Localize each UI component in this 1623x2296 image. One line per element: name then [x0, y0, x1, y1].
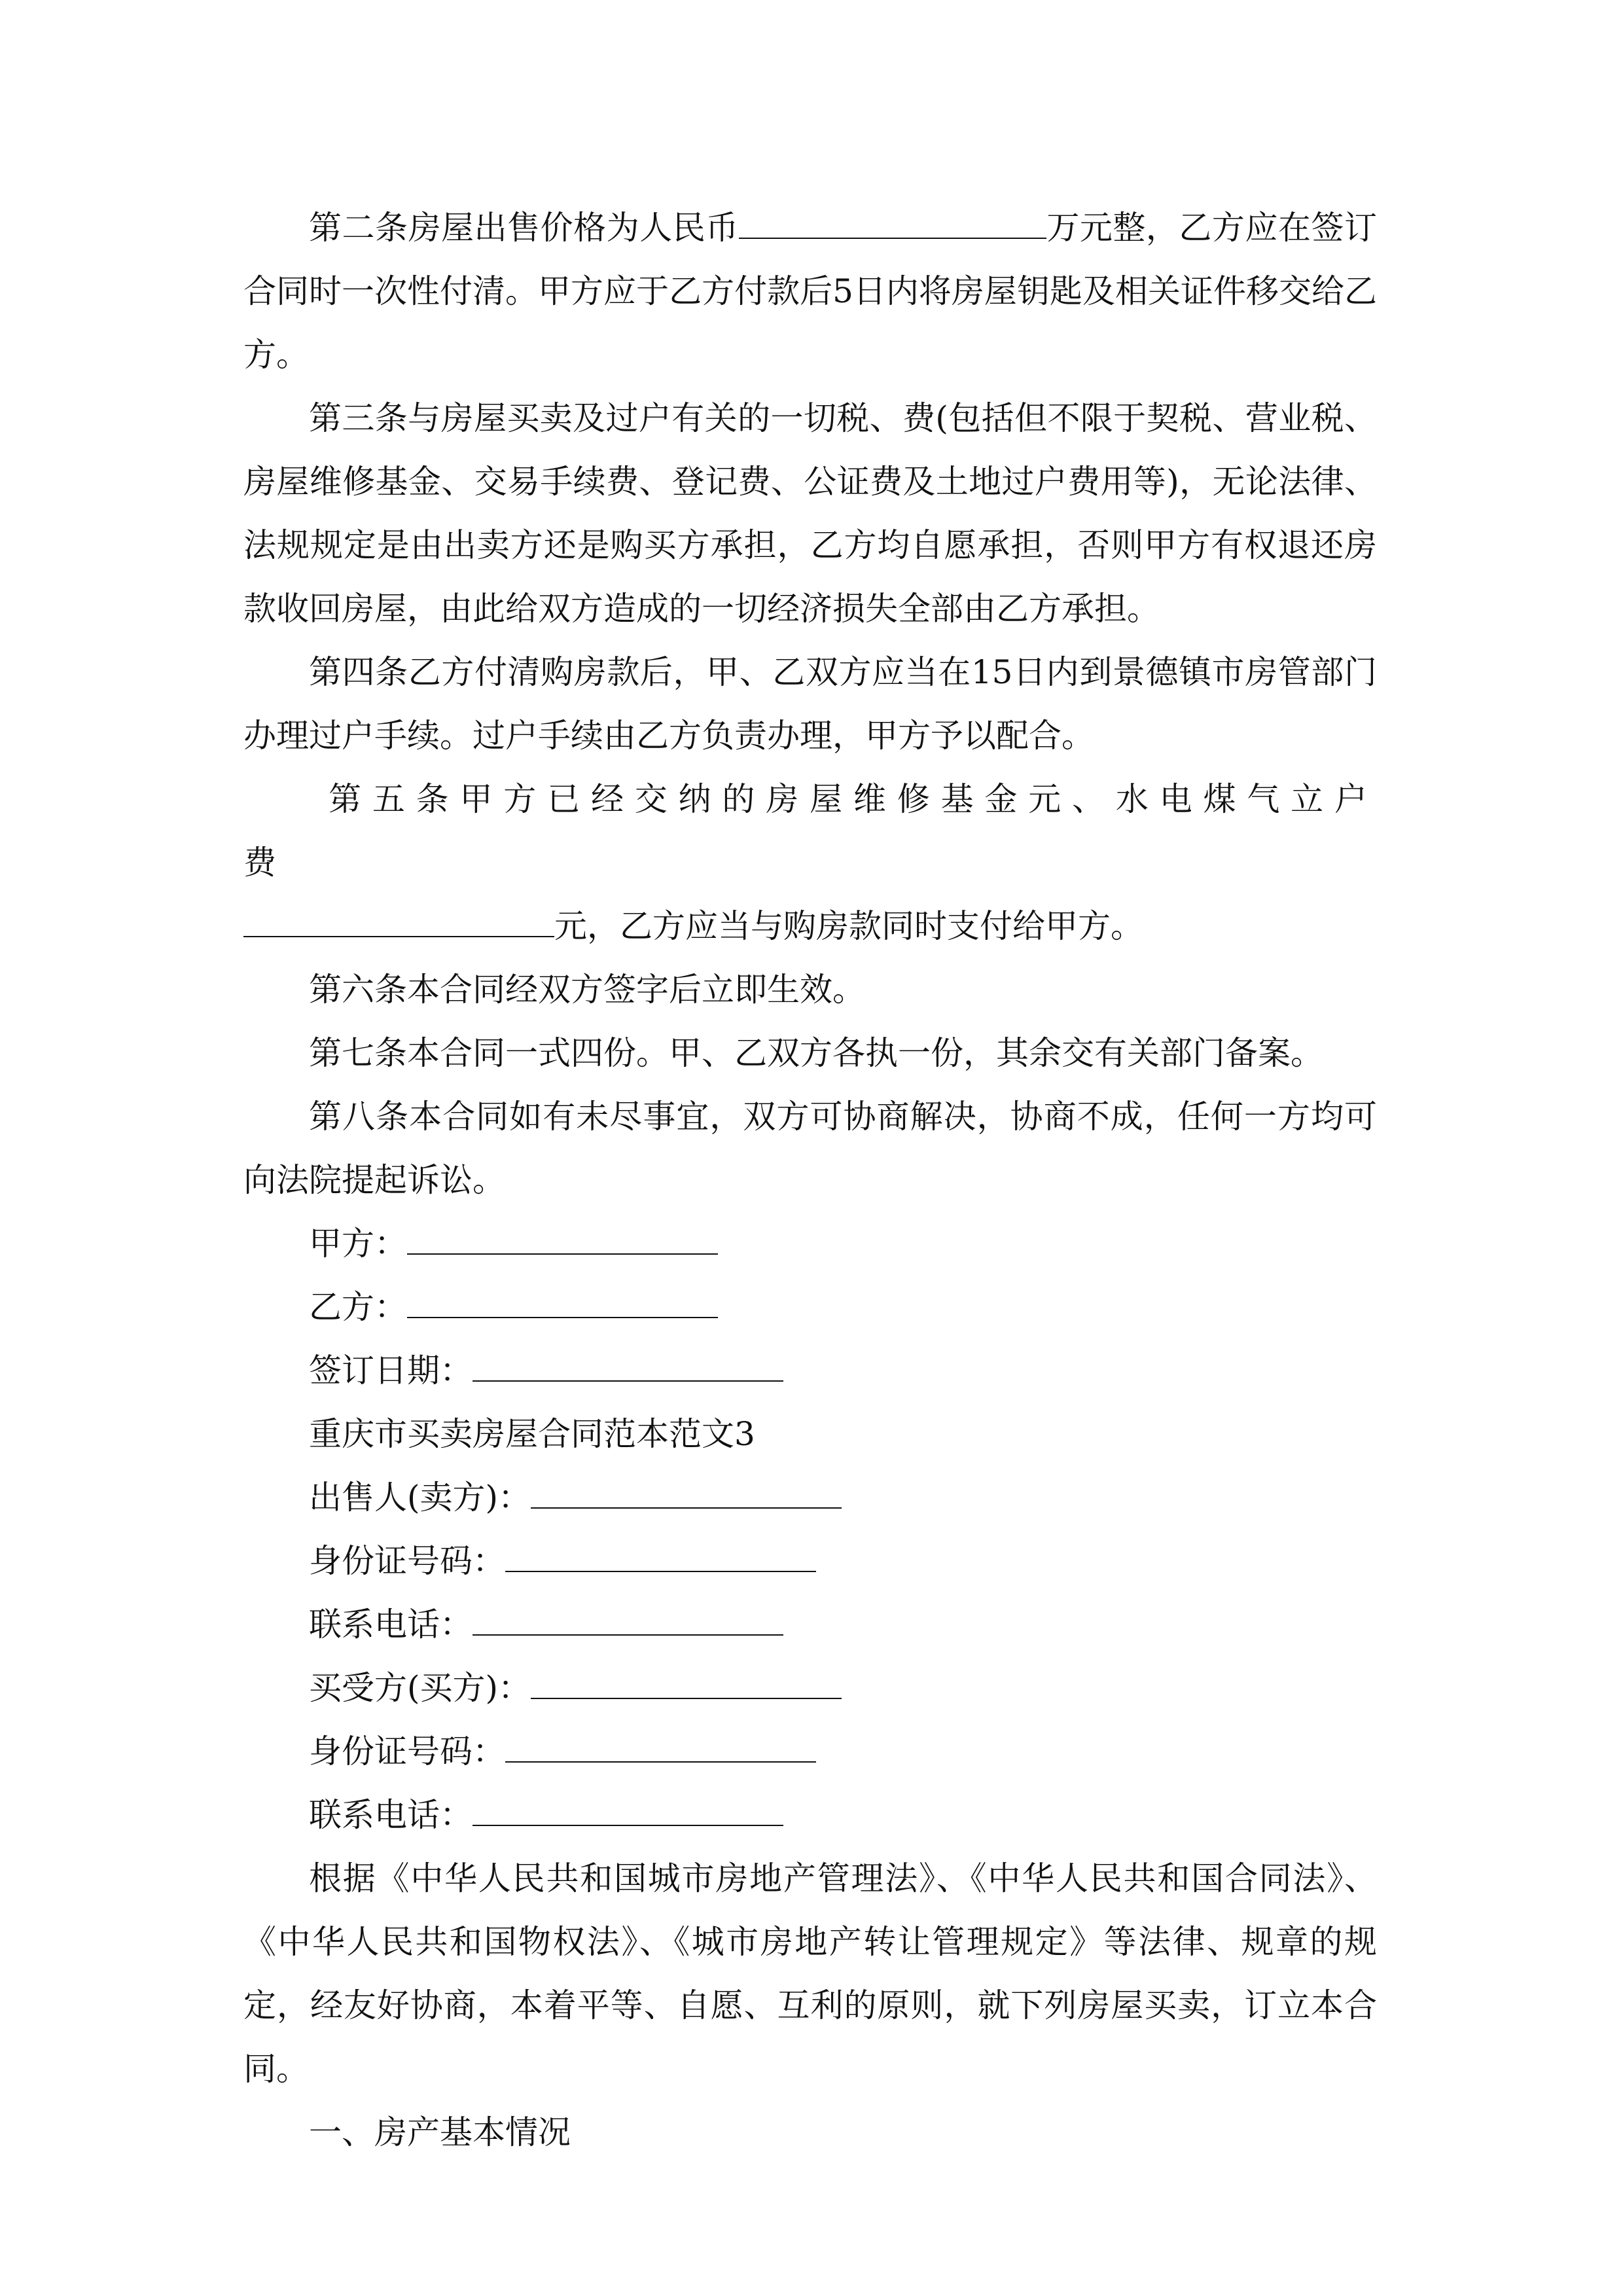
seller-label: 出售人(卖方)：: [309, 1479, 531, 1516]
article-5-line-1: 第五条甲方已经交纳的房屋维修基金元、水电煤气立户费: [243, 780, 1377, 882]
buyer-id-label: 身份证号码：: [309, 1732, 505, 1770]
party-b-label: 乙方：: [309, 1288, 407, 1326]
article-8: 第八条本合同如有未尽事宜，双方可协商解决，协商不成，任何一方均可向法院提起诉讼。: [243, 1098, 1377, 1199]
signature-party-a: [243, 1212, 1377, 1276]
utility-fee-blank: [243, 898, 554, 937]
buyer-id-row: [243, 1720, 1377, 1784]
party-a-label: 甲方：: [309, 1225, 407, 1263]
seller-row: [243, 1466, 1377, 1530]
buyer-phone-row: [243, 1784, 1377, 1847]
seller-id-label: 身份证号码：: [309, 1542, 505, 1580]
buyer-phone-label: 联系电话：: [309, 1796, 473, 1834]
buyer-label: 买受方(买方)：: [309, 1669, 531, 1707]
section-title: 重庆市买卖房屋合同范本范文3: [309, 1415, 755, 1453]
article-2: [243, 196, 1377, 387]
article-6: 第六条本合同经双方签字后立即生效。: [309, 971, 865, 1009]
signature-date: [243, 1339, 1377, 1403]
buyer-phone-blank: [473, 1787, 783, 1826]
seller-id-blank: [505, 1533, 816, 1572]
preamble: 根据《中华人民共和国城市房地产管理法》、《中华人民共和国合同法》、《中华人民共和国物权法》、《城市房地产转让管理规定》等法律、规章的规定，经友好协商，本着平等、自愿、互利的原则，就下列房屋买卖，订立本合同。: [243, 1859, 1377, 2088]
contract-body: [243, 196, 1377, 2164]
sign-date-blank: [473, 1342, 783, 1382]
signature-party-b: [243, 1276, 1377, 1339]
article-5-line-2: [243, 895, 1377, 958]
price-blank: [739, 200, 1046, 239]
buyer-id-blank: [505, 1723, 816, 1763]
party-b-blank: [407, 1279, 718, 1318]
seller-phone-label: 联系电话：: [309, 1605, 473, 1643]
article-7: 第七条本合同一式四份。甲、乙双方各执一份，其余交有关部门备案。: [309, 1034, 1323, 1072]
article-5-text-end: 元，乙方应当与购房款同时支付给甲方。: [554, 907, 1143, 945]
buyer-blank: [531, 1660, 842, 1699]
article-2-text-start: 第二条房屋出售价格为人民币: [309, 209, 739, 247]
article-2-text-end: 万元整，乙方应在签订合同时一次性付清。甲方应于乙方付款后5日内将房屋钥匙及相关证件移交给乙方。: [243, 209, 1378, 374]
seller-blank: [531, 1469, 842, 1509]
heading-basic-info: 一、房产基本情况: [309, 2113, 571, 2151]
seller-phone-row: [243, 1593, 1377, 1657]
sign-date-label: 签订日期：: [309, 1352, 473, 1390]
buyer-row: [243, 1657, 1377, 1720]
article-3: 第三条与房屋买卖及过户有关的一切税、费(包括但不限于契税、营业税、房屋维修基金、交易手续费、登记费、公证费及土地过户费用等)，无论法律、法规规定是由出卖方还是购买方承担，乙方均自愿承担，否则甲方有权退还房款收回房屋，由此给双方造成的一切经济损失全部由乙方承担。: [243, 399, 1377, 628]
party-a-blank: [407, 1215, 718, 1255]
seller-phone-blank: [473, 1596, 783, 1636]
seller-id-row: [243, 1530, 1377, 1593]
article-4: 第四条乙方付清购房款后，甲、乙双方应当在15日内到景德镇市房管部门办理过户手续。过户手续由乙方负责办理，甲方予以配合。: [243, 653, 1377, 755]
